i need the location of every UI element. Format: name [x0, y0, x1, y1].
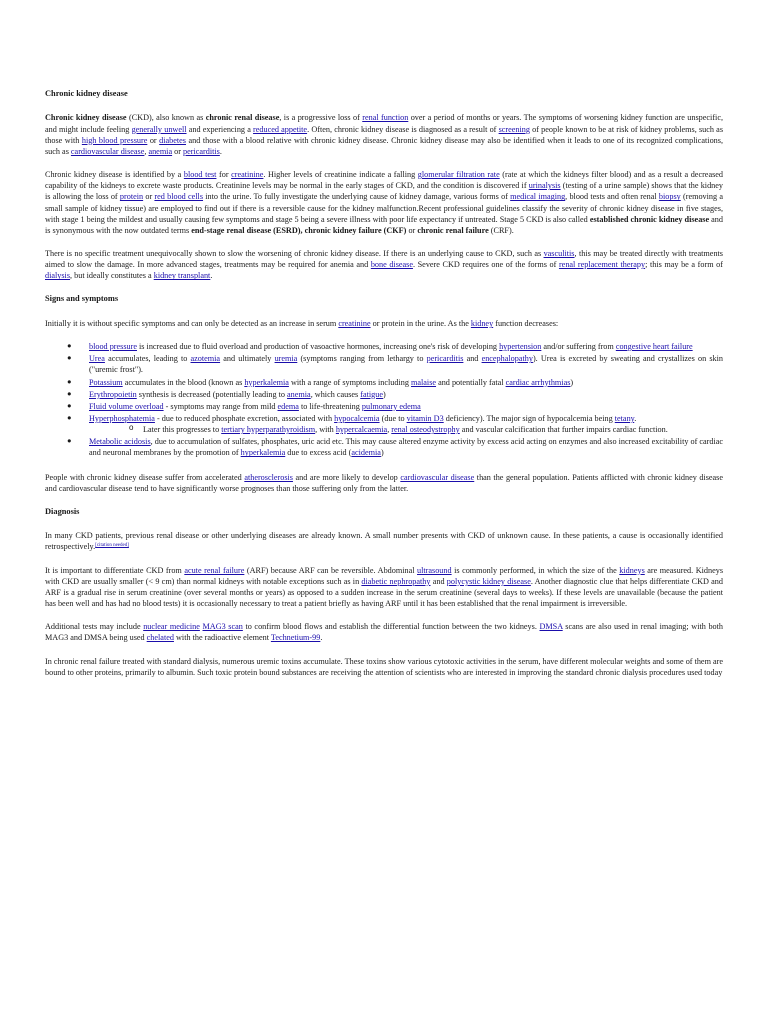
text: . Another diagnostic clue that helps differentiate CKD and ARF is a gradual rise in serum creatinine (over several months or years) as opposed to a sudden increase in the serum creatinine (several days to weeks). If these levels are unavailable (because the patient has been well and has had no blood tests) it is occasionally necessary to treat a patient briefly as having ARF until it has been established that the renal impairment is irreversible. [45, 576, 723, 609]
list-item [69, 377, 723, 388]
text: . Higher levels of creatinine indicate a falling [263, 170, 418, 180]
text: (rate at which the kidneys filter blood) and as a result a decreased capability of the kidneys to excrete waste products. Creatinine levels may be normal in the early stages of CKD, and the condition is discovered if [45, 170, 723, 191]
text: , which causes [310, 389, 361, 399]
text: or [143, 192, 155, 202]
link-polycystic-kidney-disease[interactable]: polycystic kidney disease [446, 576, 531, 586]
text: , but ideally constitutes a [70, 271, 154, 281]
link-hypercalcaemia[interactable]: hypercalcaemia [335, 425, 388, 435]
text: accumulates, leading to [104, 354, 191, 364]
text: . Severe CKD requires one of the forms of [412, 260, 559, 270]
link-pericarditis[interactable]: pericarditis [183, 146, 220, 156]
text: and those with a blood relative with chronic kidney disease. Chronic kidney disease may also be identified when it leads to one of its recognized complications, such as [45, 135, 723, 156]
link-hypocalcemia[interactable]: hypocalcemia [334, 413, 380, 423]
link-azotemia[interactable]: azotemia [190, 354, 221, 364]
link-malaise[interactable]: malaise [411, 377, 437, 387]
text: , is a progressive loss of [279, 113, 363, 123]
paragraph-intro [45, 112, 723, 157]
text: (removing a small sample of kidney tissue) are employed to find out if there is a reversible cause for the kidney malfunction.Recent professional guidelines classify the severity of chronic kidney disease in five stages, with stage 1 being the mildest and usually causing few symptoms and stage 5 being a severe illness with poor life expectancy if untreated. Stage 5 CKD is also called [45, 192, 723, 224]
text: with a range of symptoms including [288, 377, 412, 387]
heading-diagnosis: Diagnosis [45, 506, 80, 516]
text: for [216, 170, 232, 180]
link-blood-pressure[interactable]: blood pressure [89, 342, 137, 352]
link-glomerular-filtration-rate[interactable]: glomerular filtration rate [417, 170, 500, 180]
link-bone-disease[interactable]: bone disease [370, 260, 413, 270]
symptom-list [45, 341, 723, 459]
link-potassium[interactable]: Potassium [89, 377, 123, 387]
list-item [69, 401, 723, 412]
sub-list [89, 424, 723, 435]
link-medical-imaging[interactable]: medical imaging [510, 192, 566, 202]
text: ; this may be a form of [645, 260, 723, 270]
paragraph-treatment [45, 248, 723, 281]
text: . [219, 146, 222, 156]
link-renal-osteodystrophy[interactable]: renal osteodystrophy [391, 425, 460, 435]
text: or [147, 135, 160, 145]
text: is commonly performed, in which the size of the [451, 565, 620, 575]
text: , [144, 146, 149, 156]
link-fluid-volume-overload[interactable]: Fluid volume overload [89, 401, 164, 411]
text: and vascular calcification that further impairs cardiac function. [459, 425, 668, 435]
link-ultrasound[interactable]: ultrasound [417, 565, 452, 575]
text: are measured. Kidneys with CKD are usually smaller (< 9 cm) than normal kidneys with notable exceptions such as in [45, 565, 724, 586]
link-hyperkalemia[interactable]: hyperkalemia [244, 377, 289, 387]
link-high-blood-pressure[interactable]: high blood pressure [81, 135, 148, 145]
text: and/or suffering from [541, 342, 616, 352]
link-blood-test[interactable]: blood test [183, 170, 217, 180]
link-mag3-scan[interactable]: MAG3 scan [202, 622, 243, 632]
link-edema[interactable]: edema [277, 401, 299, 411]
link-vasculitis[interactable]: vasculitis [543, 248, 575, 258]
text: In chronic renal failure treated with standard dialysis, numerous uremic toxins accumulate. These toxins show various cytotoxic activities in the serum, have different molecular weights and some of them are bound to other proteins, primarily to albumin. Such toxic protein bound substances are receiving the attention of scientists who are interested in improving the standard chronic dialysis procedures used today [45, 656, 723, 677]
text: over a period of months or years. The symptoms of worsening kidney function are unspecific, and might include feeling [45, 113, 724, 134]
text: Chronic kidney disease is identified by a [45, 170, 184, 180]
link-creatinine[interactable]: creatinine [231, 170, 264, 180]
text: and is synonymous with the now outdated terms [45, 214, 723, 235]
link-urea[interactable]: Urea [89, 354, 105, 364]
term-bold: chronic renal disease [205, 113, 280, 123]
text: Later this progresses to [143, 425, 222, 435]
link-tetany[interactable]: tetany [614, 413, 635, 423]
text: accumulates in the blood (known as [122, 377, 245, 387]
text: . [320, 633, 323, 643]
text: People with chronic kidney disease suffer from accelerated [45, 472, 245, 482]
text: and potentially fatal [436, 377, 506, 387]
list-item [69, 436, 723, 458]
document-body [45, 88, 723, 678]
text: to life-threatening [298, 401, 362, 411]
link-technetium-99[interactable]: Technetium-99 [270, 633, 321, 643]
term-bold: Chronic kidney disease [45, 113, 127, 123]
text: (CRF). [488, 225, 514, 235]
link-kidney-transplant[interactable]: kidney transplant [153, 271, 211, 281]
link-erythropoietin[interactable]: Erythropoietin [89, 389, 137, 399]
list-item [69, 353, 723, 375]
sub-list-item [129, 424, 723, 435]
text: (due to [379, 413, 407, 423]
link-atherosclerosis[interactable]: atherosclerosis [244, 472, 293, 482]
text: - symptoms may range from mild [163, 401, 278, 411]
link-anemia[interactable]: anemia [287, 389, 311, 399]
link-cardiac-arrhythmias[interactable]: cardiac arrhythmias [505, 377, 571, 387]
link-diabetic-nephropathy[interactable]: diabetic nephropathy [361, 576, 431, 586]
text: ) [570, 377, 574, 387]
text: with the radioactive element [173, 633, 271, 643]
link-fatigue[interactable]: fatigue [360, 389, 383, 399]
text: and are more likely to develop [292, 472, 401, 482]
text: synthesis is decreased (potentially leading to [136, 389, 288, 399]
text: or [172, 146, 184, 156]
link-chelated[interactable]: chelated [146, 633, 174, 643]
text: Initially it is without specific symptoms and can only be detected as an increase in serum [45, 318, 339, 328]
text: of people known to be at risk of kidney problems, such as those with [45, 124, 724, 145]
text: (CKD), also known as [126, 113, 206, 123]
text: (ARF) because ARF can be reversible. Abdominal [244, 565, 418, 575]
paragraph-initial [45, 318, 723, 329]
link-screening[interactable]: screening [498, 124, 530, 134]
text: (testing of a urine sample) shows that the kidney is allowing the loss of [45, 181, 724, 202]
link-congestive-heart-failure[interactable]: congestive heart failure [615, 342, 693, 352]
list-item [69, 341, 723, 352]
link-creatinine[interactable]: creatinine [338, 318, 371, 328]
text: or protein in the urine. As the [370, 318, 471, 328]
paragraph-additional-tests [45, 621, 723, 643]
link-vitamin-d3[interactable]: vitamin D3 [406, 413, 444, 423]
paragraph-identification [45, 169, 723, 236]
list-item [69, 413, 723, 435]
link-kidney[interactable]: kidney [470, 318, 494, 328]
link-pericarditis[interactable]: pericarditis [426, 354, 464, 364]
link-generally-unwell[interactable]: generally unwell [131, 124, 187, 134]
term-bold: established chronic kidney disease [589, 214, 710, 224]
text: , with [315, 425, 336, 435]
text: - due to reduced phosphate excretion, associated with [154, 413, 335, 423]
text: and [463, 354, 482, 364]
link-urinalysis[interactable]: urinalysis [528, 181, 561, 191]
text: ). Urea is excreted by sweating and crystallizes on skin ("uremic frost"). [89, 354, 723, 375]
link-protein[interactable]: protein [119, 192, 144, 202]
text: and ultimately [220, 354, 275, 364]
text: , blood tests and often renal [565, 192, 659, 202]
link-hyperkalemia[interactable]: hyperkalemia [240, 448, 286, 458]
text: . Often, chronic kidney disease is diagnosed as a result of [307, 124, 499, 134]
text: than the general population. Patients afflicted with chronic kidney disease and cardiovascular disease tend to have significantly worse prognoses than those suffering only from the latter. [45, 472, 723, 493]
link-dialysis[interactable]: dialysis [45, 271, 71, 281]
link-hypertension[interactable]: hypertension [499, 342, 542, 352]
list-item [69, 389, 723, 400]
text: is increased due to fluid overload and production of vasoactive hormones, increasing one's risk of developing [136, 342, 500, 352]
link-acidemia[interactable]: acidemia [351, 448, 381, 458]
text: It is important to differentiate CKD from [45, 565, 185, 575]
link-diabetes[interactable]: diabetes [159, 135, 186, 145]
heading-signs-and-symptoms: Signs and symptoms [45, 294, 119, 304]
link-encephalopathy[interactable]: encephalopathy [481, 354, 533, 364]
text: , [387, 425, 392, 435]
link-nuclear-medicine[interactable]: nuclear medicine [143, 622, 200, 632]
paragraph-differentiate [45, 565, 723, 610]
link-tertiary-hyperparathyroidism[interactable]: tertiary hyperparathyroidism [221, 425, 316, 435]
term-bold: end-stage renal disease (ESRD), chronic kidney failure (CKF) [191, 225, 407, 235]
term-bold: chronic renal failure [417, 225, 489, 235]
link-acute-renal-failure[interactable]: acute renal failure [184, 565, 245, 575]
link-pulmonary-edema[interactable]: pulmonary edema [361, 401, 421, 411]
text: (symptoms ranging from lethargy to [297, 354, 427, 364]
text: . [210, 271, 213, 281]
text: and [430, 576, 447, 586]
text: , due to accumulation of sulfates, phosphates, uric acid etc. This may cause altered enzyme activity by excess acid acting on enzymes and also increased excitability of cardiac and neuronal membranes by the promotion of [89, 437, 724, 458]
text: . [634, 413, 637, 423]
text: scans are also used in renal imaging; with both MAG3 and DMSA being used [45, 622, 723, 643]
link-cardiovascular-disease[interactable]: cardiovascular disease [400, 472, 475, 482]
paragraph-uremic-toxins [45, 656, 723, 678]
text: due to excess acid ( [285, 448, 352, 458]
text: In many CKD patients, previous renal disease or other underlying diseases are already known. A small number presents with CKD of unknown cause. In these patients, a cause is occasionally identified retrospectively. [45, 531, 723, 552]
text: to confirm blood flows and establish the differential function between the two kidneys. [242, 622, 540, 632]
text: or [406, 225, 418, 235]
heading-chronic-kidney-disease: Chronic kidney disease [45, 89, 128, 98]
text: ) [380, 448, 384, 458]
link-renal-function[interactable]: renal function [362, 113, 409, 123]
link-renal-replacement-therapy[interactable]: renal replacement therapy [558, 260, 646, 270]
text: ) [383, 389, 386, 399]
text: and experiencing a [186, 124, 254, 134]
link-biopsy[interactable]: biopsy [658, 192, 681, 202]
citation-needed-link[interactable]: [citation needed] [95, 543, 129, 549]
link-dmsa[interactable]: DMSA [539, 622, 563, 632]
text: Additional tests may include [45, 622, 144, 632]
paragraph-known-causes [45, 530, 723, 552]
link-kidneys[interactable]: kidneys [619, 565, 645, 575]
text: function decreases: [493, 318, 559, 328]
text: into the urine. To fully investigate the underlying cause of kidney damage, various forms of [203, 192, 511, 202]
link-hyperphosphatemia[interactable]: Hyperphosphatemia [89, 413, 155, 423]
text: deficiency). The major sign of hypocalcemia being [443, 413, 615, 423]
text: There is no specific treatment unequivocally shown to slow the worsening of chronic kidney disease. If there is an underlying cause to CKD, such as [45, 248, 544, 258]
link-anemia[interactable]: anemia [148, 146, 173, 156]
link-cardiovascular-disease[interactable]: cardiovascular disease [70, 146, 145, 156]
paragraph-cardiovascular [45, 472, 723, 494]
link-uremia[interactable]: uremia [274, 354, 298, 364]
text: , this may be treated directly with treatments aimed to slow the damage. In more advanced stages, treatments may be required for anemia and [45, 248, 723, 270]
link-metabolic-acidosis[interactable]: Metabolic acidosis [89, 437, 151, 447]
link-reduced-appetite[interactable]: reduced appetite [253, 124, 308, 134]
link-red-blood-cells[interactable]: red blood cells [154, 192, 204, 202]
